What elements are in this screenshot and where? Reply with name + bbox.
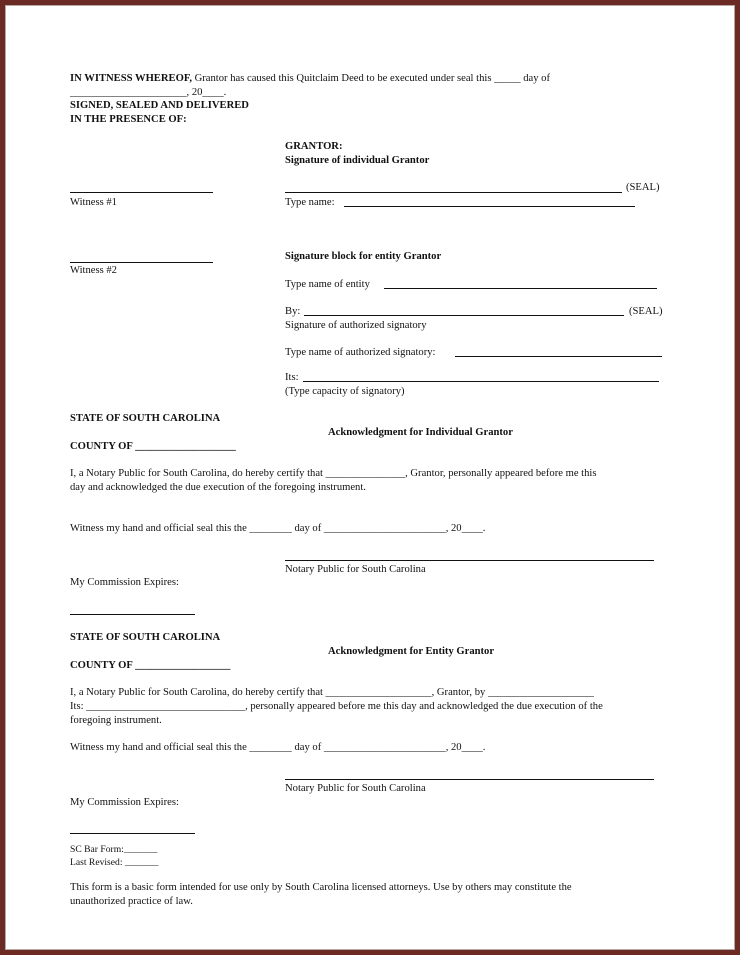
ack-individual-county: COUNTY OF ___________________ [70,441,236,452]
ack-entity-commission: My Commission Expires: [70,797,179,808]
type-name-label: Type name: [285,197,335,208]
its-line[interactable] [303,381,659,382]
witness-1-signature-line[interactable] [70,192,213,193]
individual-grantor-heading: Signature of individual Grantor [285,155,430,166]
by-label: By: [285,306,301,317]
ack-entity-notary-label: Notary Public for South Carolina [285,783,426,794]
entity-name-label: Type name of entity [285,279,370,290]
ack-entity-state: STATE OF SOUTH CAROLINA [70,632,221,643]
presence-heading: IN THE PRESENCE OF: [70,114,187,125]
by-signature-line[interactable] [304,315,624,316]
ack-individual-state: STATE OF SOUTH CAROLINA [70,413,221,424]
witness-clause-line2: ______________________, 20____. [70,87,227,98]
witness-2-label: Witness #2 [70,265,117,276]
ack-individual-commission: My Commission Expires: [70,577,179,588]
document-page [5,5,735,950]
ack-entity-certify-line2: Its: ______________________________, personally appeared before me this day and acknowledged the due execution of the [70,701,603,712]
bar-form-label: SC Bar Form:_______ [70,844,158,855]
ack-individual-witness-hand: Witness my hand and official seal this the ________ day of _______________________, 20____. [70,523,486,534]
ack-entity-county: COUNTY OF __________________ [70,660,231,671]
ack-individual-notary-label: Notary Public for South Carolina [285,564,426,575]
witness-1-label: Witness #1 [70,197,117,208]
authorized-signature-label: Signature of authorized signatory [285,320,427,331]
ack-individual-certify-line1: I, a Notary Public for South Carolina, do hereby certify that _______________, Grantor, personally appeared before me this [70,468,597,479]
disclaimer-line2: unauthorized practice of law. [70,896,193,907]
last-revised-label: Last Revised: _______ [70,857,159,868]
signatory-name-line[interactable] [455,356,662,357]
ack-individual-title: Acknowledgment for Individual Grantor [328,427,513,438]
by-seal-label: (SEAL) [629,306,663,317]
ack-entity-commission-line[interactable] [70,833,195,834]
type-name-line[interactable] [344,206,635,207]
grantor-heading: GRANTOR: [285,141,343,152]
ack-individual-notary-line[interactable] [285,560,654,561]
witness-clause-line1 [70,72,550,85]
disclaimer-line1: This form is a basic form intended for use only by South Carolina licensed attorneys. Use by others may constitute the [70,882,572,893]
witness-2-signature-line[interactable] [70,262,213,263]
ack-entity-notary-line[interactable] [285,779,654,780]
witness-clause-lead: IN WITNESS WHEREOF, [70,73,192,84]
signed-sealed-heading: SIGNED, SEALED AND DELIVERED [70,100,249,111]
ack-individual-commission-line[interactable] [70,614,195,615]
grantor-signature-line[interactable] [285,192,622,193]
ack-entity-title: Acknowledgment for Entity Grantor [328,646,495,657]
witness-clause-rest: Grantor has caused this Quitclaim Deed to be executed under seal this _____ day of [191,73,551,84]
entity-name-line[interactable] [384,288,657,289]
signatory-name-label: Type name of authorized signatory: [285,347,436,358]
ack-entity-certify-line1: I, a Notary Public for South Carolina, do hereby certify that ____________________, Grantor, by ____________________ [70,687,594,698]
ack-entity-certify-line3: foregoing instrument. [70,715,162,726]
its-label: Its: [285,372,299,383]
ack-individual-certify-line2: day and acknowledged the due execution of the foregoing instrument. [70,482,366,493]
ack-entity-witness-hand: Witness my hand and official seal this the ________ day of _______________________, 20____. [70,742,486,753]
entity-grantor-heading: Signature block for entity Grantor [285,251,442,262]
capacity-note: (Type capacity of signatory) [285,386,405,397]
grantor-seal-label: (SEAL) [626,182,660,193]
